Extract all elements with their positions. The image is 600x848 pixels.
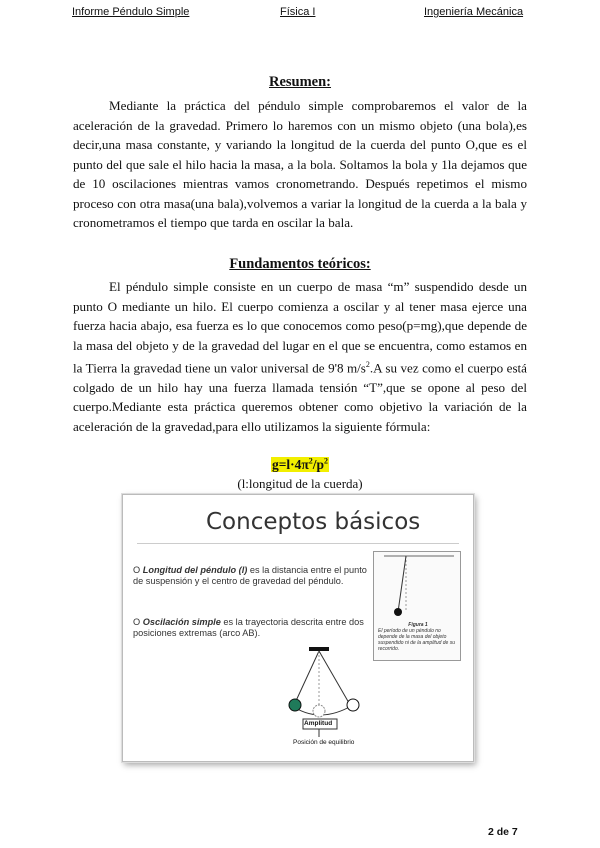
resumen-body: Mediante la práctica del péndulo simple comprobaremos el valor de la aceleración de la gravedad. Primero lo haremos con un mismo objeto (una bola),es decir,una masa constante, y variando la longitud de la cuerda del punto O,que es el punto del que sale el hilo hacia la masa, a la bola. Soltamos la bola y 1la dejamos que de 10 oscilaciones mientras vamos cronometrando. Después repetimos el mismo proceso con otra masa(una bala),volvemos a variar la longitud de la cuerda a la bala y cronometramos el tiempo que tarda en oscilar la bala. — [73, 98, 527, 230]
amplitude-label: Amplitud — [304, 720, 333, 727]
equilibrium-label: Posición de equilibrio — [293, 739, 355, 746]
header-degree: Ingeniería Mecánica — [424, 6, 524, 18]
bullet-term: Oscilación simple — [142, 617, 221, 627]
page-number: 2 de 7 — [488, 826, 518, 838]
slide-bullet-length — [133, 565, 378, 587]
fundamentos-heading: Fundamentos teóricos: — [229, 256, 371, 272]
fundamentos-paragraph — [73, 277, 527, 436]
slide-bullet-oscillation — [133, 617, 378, 639]
slide-divider — [137, 543, 459, 544]
formula — [0, 456, 600, 474]
bullet-text: es la trayectoria descrita entre dos posiciones extremas (arco AB). — [133, 617, 364, 638]
formula-sup-2: 2 — [324, 456, 329, 466]
concepts-slide-image — [122, 494, 474, 762]
header-subject: Física I — [280, 6, 316, 18]
header-document-title: Informe Péndulo Simple — [72, 6, 190, 18]
fundamentos-body-part2: .A su vez como el cuerpo está colgado de un hilo hay una fuerza llamada tensión “T”,que se opone al peso del cuerpo.Mediante esta práctica queremos obtener como objetivo la variación de la aceleración de la gravedad,para ello utilizamos la siguiente fórmula: — [73, 360, 527, 434]
pendulum-diagram — [273, 645, 393, 750]
fundamentos-body-part1: El péndulo simple consiste en un cuerpo de masa “m” suspendido desde un punto O mediante un hilo. El cuerpo comienza a oscilar y al tener masa ejerce una fuerza hacia abajo, esa fuerza es lo que conocemos como peso(p=mg),que depende de la masa del objeto y de la gravedad del lugar en el que se encuentra, como estamos en la Tierra la gravedad tiene un valor universal de 9'8 m/s — [73, 279, 527, 376]
figure-caption: El período de un péndulo no depende de la masa del objeto suspendido ni de la amplitud de su recorrido. — [378, 628, 455, 652]
gravity-unit-exponent: 2 — [365, 360, 370, 369]
small-pendulum-figure — [374, 552, 460, 624]
fundamentos-body — [73, 277, 527, 436]
bullet-marker: O — [133, 617, 141, 627]
resumen-paragraph — [73, 96, 527, 233]
formula-sup-1: 2 — [308, 456, 313, 466]
bullet-marker: O — [133, 565, 141, 575]
formula-highlight — [271, 457, 329, 472]
slide-title: Conceptos básicos — [206, 509, 421, 535]
figure-label: Figura 1 — [408, 622, 428, 628]
bullet-text: es la distancia entre el punto de suspensión y el centro de gravedad del péndulo. — [133, 565, 367, 586]
bullet-term: Longitud del péndulo (l) — [142, 565, 248, 575]
resumen-heading: Resumen: — [268, 74, 332, 90]
formula-slash: /p — [312, 457, 325, 472]
formula-caption: (l:longitud de la cuerda) — [237, 476, 363, 491]
formula-base: g=l·4π — [271, 457, 309, 472]
